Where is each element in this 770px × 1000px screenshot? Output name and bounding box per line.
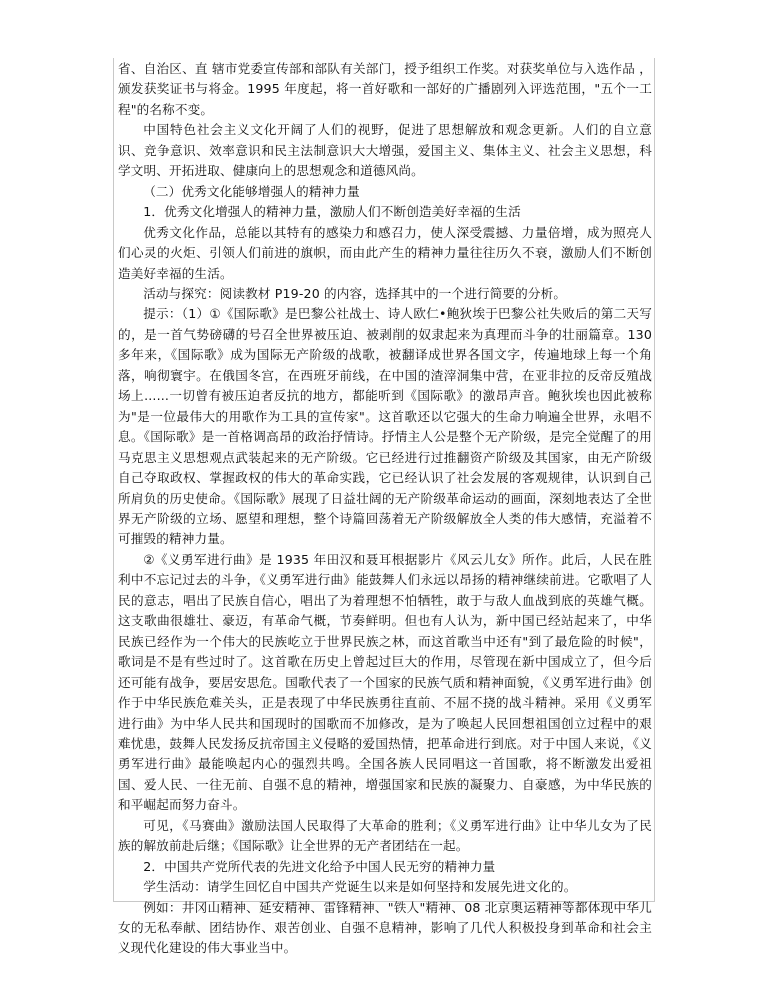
paragraph-examples: 例如：井冈山精神、延安精神、雷锋精神、"铁人"精神、08 北京奥运精神等都体现中华儿女的无私奉献、团结协作、艰苦创业、自强不息精神，影响了几代人积极投身到革命和社会主义现代化建设的伟大事业当中。 (118, 899, 652, 956)
document-body (118, 59, 652, 959)
subheading-party-culture: 2．中国共产党所代表的先进文化给予中国人民无穷的精神力量 (143, 858, 496, 874)
paragraph-socialist-culture: 中国特色社会主义文化开阔了人们的视野，促进了思想解放和观念更新。人们的自立意识、竞争意识、效率意识和民主法制意识大大增强，爱国主义、集体主义、社会主义思想，科学文明、开拓进取、健康向上的思想观念和道德风尚。 (118, 122, 652, 179)
paragraph-conclusion: 可见，《马赛曲》激励法国人民取得了大革命的胜利；《义勇军进行曲》让中华儿女为了民族的解放前赴后继；《国际歌》让全世界的无产者团结在一起。 (118, 817, 652, 854)
paragraph-activity-prompt: 活动与探究：阅读教材 P19-20 的内容，选择其中的一个进行简要的分析。 (143, 285, 567, 301)
paragraph-student-activity: 学生活动：请学生回忆自中国共产党诞生以来是如何坚持和发展先进文化的。 (143, 879, 577, 895)
paragraph-excellent-works: 优秀文化作品，总能以其特有的感染力和感召力，使人深受震撼、力量倍增，成为照亮人们心灵的火炬、引领人们前进的旗帜，而由此产生的精神力量往往历久不衰，激励人们不断创造美好幸福的生活。 (118, 224, 652, 281)
paragraph-march-of-volunteers: ②《义勇军进行曲》是 1935 年田汉和聂耳根据影片《风云儿女》所作。此后，人民在胜利中不忘记过去的斗争，《义勇军进行曲》能鼓舞人们永远以昂扬的精神继续前进。它歌唱了人民的意志，唱出了民族自信心，唱出了为着理想不怕牺牲，敢于与敌人血战到底的英雄气概。这支歌曲很雄壮、豪迈，有革命气概，节奏鲜明。但也有人认为，新中国已经站起来了，中华民族已经作为一个伟大的民族屹立于世界民族之林，而这首歌当中还有"到了最危险的时候"，歌词是不是有些过时了。这首歌在历史上曾起过巨大的作用，尽管现在新中国成立了，但今后还可能有战争，要居安思危。国歌代表了一个国家的民族气质和精神面貌，《义勇军进行曲》创作于中华民族危难关头，正是表现了中华民族勇往直前、不屈不挠的战斗精神。采用《义勇军进行曲》为中华人民共和国现时的国歌而不加修改，是为了唤起人民回想祖国创立过程中的艰难忧患，鼓舞人民发扬反抗帝国主义侵略的爱国热情，把革命进行到底。对于中国人来说，《义勇军进行曲》最能唤起内心的强烈共鸣。全国各族人民同唱这一首国歌，将不断激发出爱祖国、爱人民、一往无前、自强不息的精神，增强国家和民族的凝聚力、自豪感，为中华民族的和平崛起而努力奋斗。 (118, 551, 652, 813)
paragraph-award-continuation: 省、自治区、直 辖市党委宣传部和部队有关部门，授予组织工作奖。对获奖单位与入选作品 ，颁发获奖证书与将金。1995 年度起，将一首好歌和一部好的广播剧列入评选范围，"五个一工程"的名称不变。 (118, 61, 652, 117)
paragraph-internationale: 提示：（1）①《国际歌》是巴黎公社战士、诗人欧仁•鲍狄埃于巴黎公社失败后的第二天写的，是一首气势磅礴的号召全世界被压迫、被剥削的奴隶起来为真理而斗争的壮丽篇章。130 多年来，《国际歌》成为国际无产阶级的战歌，被翻译成世界各国文字，传遍地球上每一个角落，响彻寰宇。在俄国冬宫，在西班牙前线，在中国的渣滓洞集中营，在亚非拉的反帝反殖战场上......一切曾有被压迫者反抗的地方，都能听到《国际歌》的激昂声音。鲍狄埃也因此被称为"是一位最伟大的用歌作为工具的宣传家"。这首歌还以它强大的生命力响遍全世界，永唱不息。《国际歌》是一首格调高昂的政治抒情诗。抒情主人公是整个无产阶级，是完全觉醒了的用马克思主义思想观点武装起来的无产阶级。它已经进行过推翻资产阶级及其国家，由无产阶级自己夺取政权、掌握政权的伟大的革命实践，它已经认识了社会发展的客观规律，认识到自己所肩负的历史使命。《国际歌》展现了日益壮阔的无产阶级革命运动的画面，深刻地表达了全世界无产阶级的立场、愿望和理想，整个诗篇回荡着无产阶级解放全人类的伟大感情，充溢着不可摧毁的精神力量。 (118, 306, 652, 547)
subheading-culture-inspires: 1．优秀文化增强人的精神力量，激励人们不断创造美好幸福的生活 (143, 204, 521, 220)
section-heading-culture-strength: （二）优秀文化能够增强人的精神力量 (143, 183, 360, 199)
